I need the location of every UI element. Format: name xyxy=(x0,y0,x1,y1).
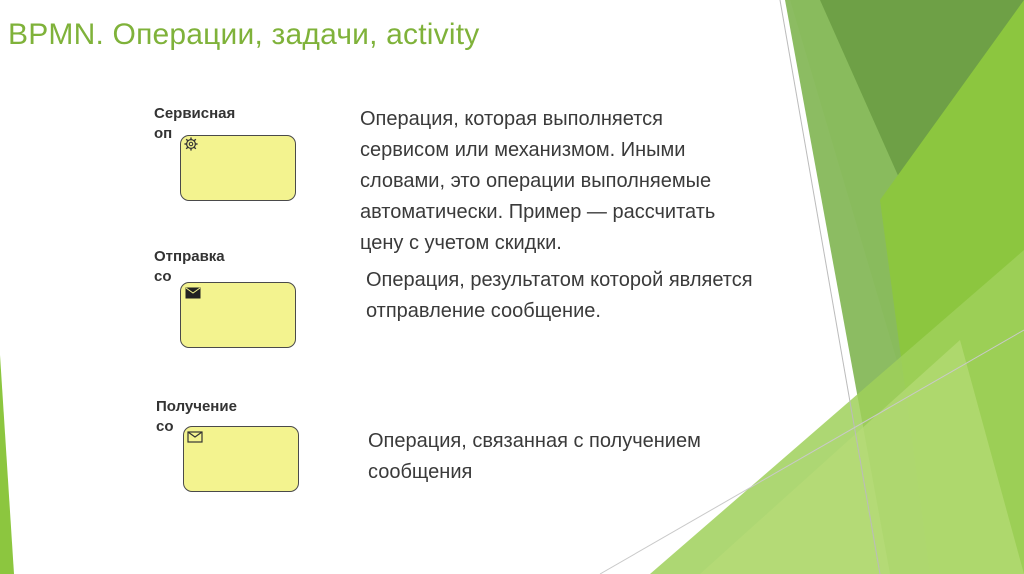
service-operation-description: Операция, которая выполняется сервисом или механизмом. Иными словами, это операции выполняемые автоматически. Пример — рассчитать цену с учетом скидки. xyxy=(360,108,716,254)
gear-icon xyxy=(183,137,199,151)
envelope-outline-icon xyxy=(187,430,203,444)
envelope-filled-icon xyxy=(185,286,201,300)
receive-operation-description: Операция, связанная с получением сообщения xyxy=(368,430,701,483)
service-operation-label: Сервисная оп xyxy=(154,105,236,142)
slide-title: BPMN. Операции, задачи, activity xyxy=(8,18,480,51)
send-operation-label: Отправка со xyxy=(154,248,225,285)
send-operation-description: Операция, результатом которой является отправление сообщение. xyxy=(366,269,753,322)
receive-operation-label: Получение со xyxy=(156,398,237,435)
